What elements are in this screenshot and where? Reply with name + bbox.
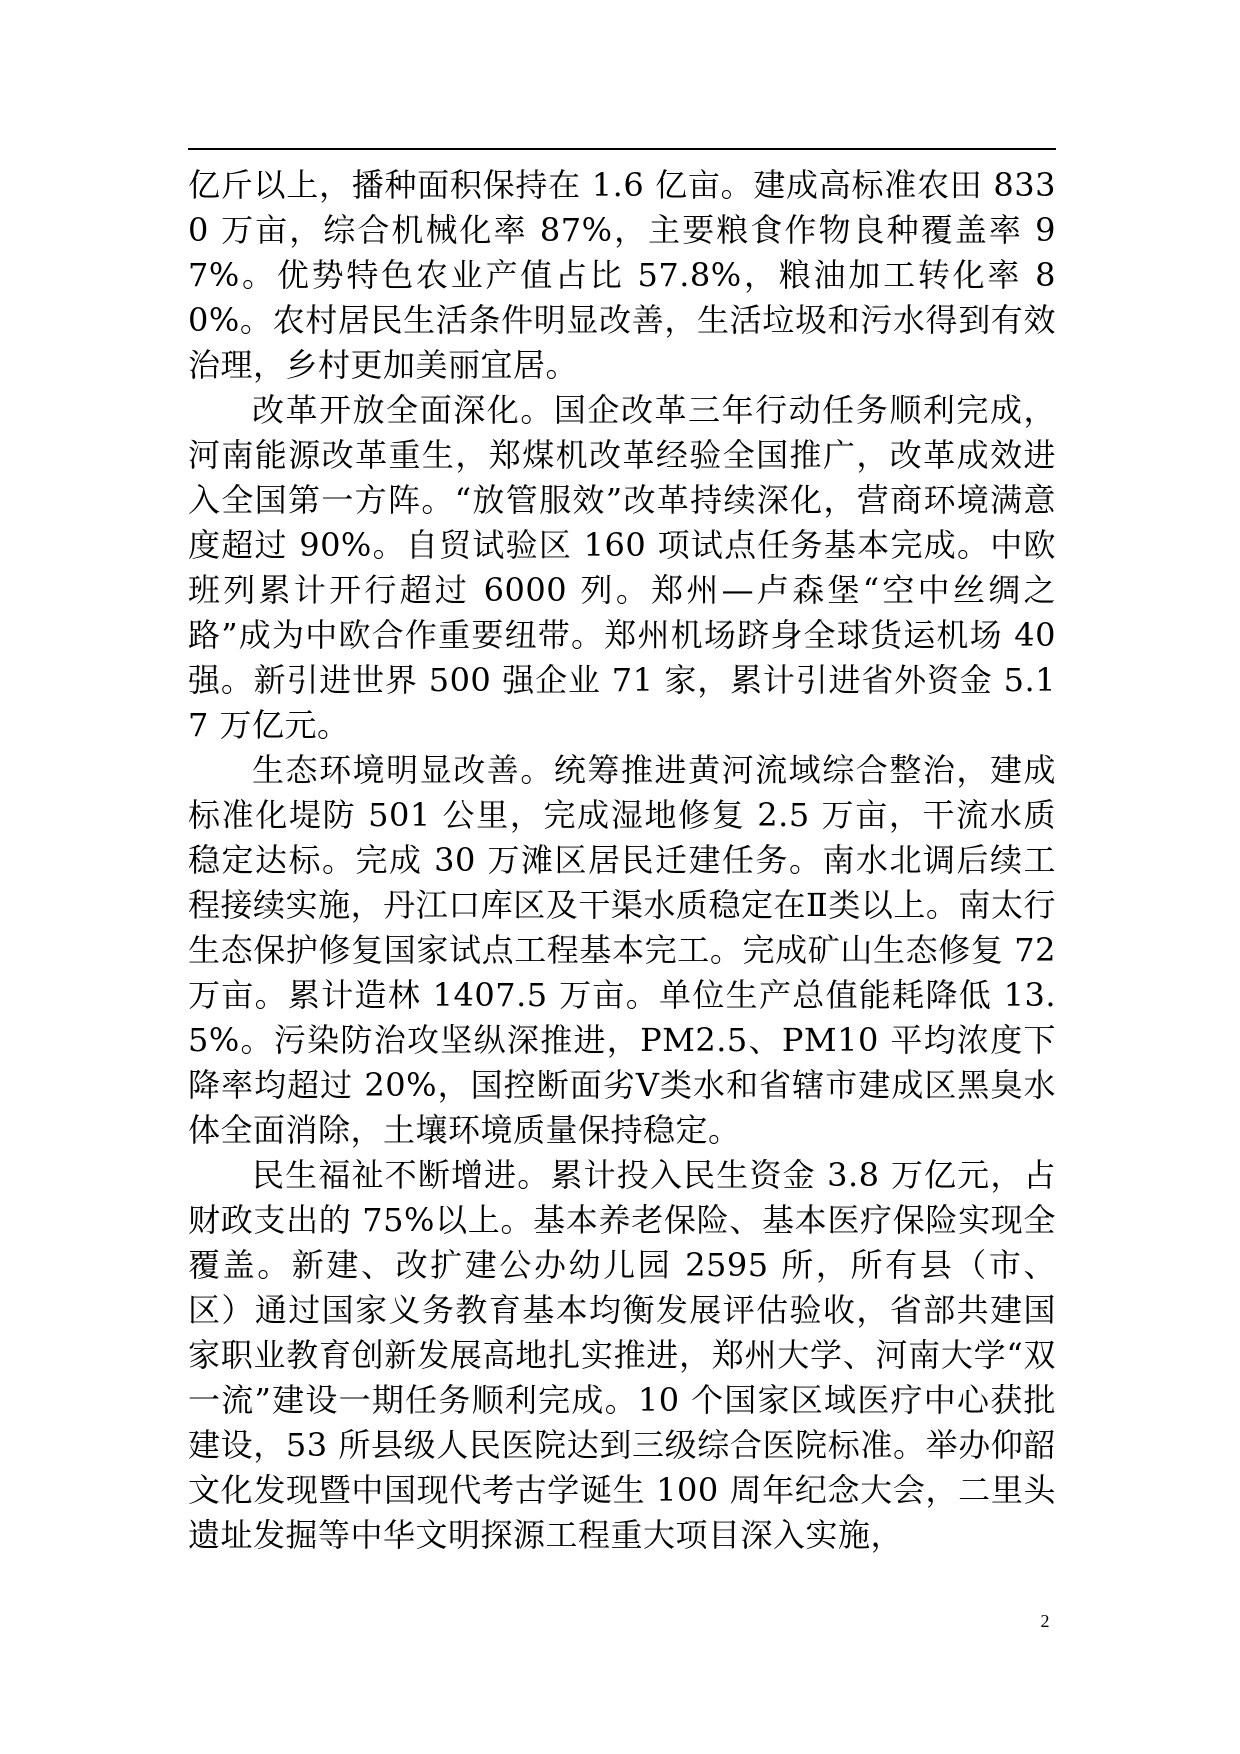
- paragraph-livelihood: 民生福祉不断增进。累计投入民生资金 3.8 万亿元，占财政支出的 75%以上。基本养老保险、基本医疗保险实现全覆盖。新建、改扩建公办幼儿园 2595 所，所有县（市、区）通过国家义务教育基本均衡发展评估验收，省部共建国家职业教育创新发展高地扎实推进，郑州大学、河南大学“双一流”建设一期任务顺利完成。10 个国家区域医疗中心获批建设，53 所县级人民医院达到三级综合医院标准。举办仰韶文化发现暨中国现代考古学诞生 100 周年纪念大会，二里头遗址发掘等中华文明探源工程重大项目深入实施，: [188, 1156, 1056, 1554]
- paragraph-agriculture-continued: 亿斤以上，播种面积保持在 1.6 亿亩。建成高标准农田 8330 万亩，综合机械化率 87%，主要粮食作物良种覆盖率 97%。优势特色农业产值占比 57.8%，粮油加工转化率 80%。农村居民生活条件明显改善，生活垃圾和污水得到有效治理，乡村更加美丽宜居。: [188, 166, 1056, 384]
- header-rule: [188, 148, 1056, 150]
- paragraph-ecology: 生态环境明显改善。统筹推进黄河流域综合整治，建成标准化堤防 501 公里，完成湿地修复 2.5 万亩，干流水质稳定达标。完成 30 万滩区居民迁建任务。南水北调后续工程接续实施，丹江口库区及干渠水质稳定在Ⅱ类以上。南太行生态保护修复国家试点工程基本完工。完成矿山生态修复 72 万亩。累计造林 1407.5 万亩。单位生产总值能耗降低 13.5%。污染防治攻坚纵深推进，PM2.5、PM10 平均浓度下降率均超过 20%，国控断面劣Ⅴ类水和省辖市建成区黑臭水体全面消除，土壤环境质量保持稳定。: [188, 751, 1056, 1149]
- paragraph-reform-opening: 改革开放全面深化。国企改革三年行动任务顺利完成，河南能源改革重生，郑煤机改革经验全国推广，改革成效进入全国第一方阵。“放管服效”改革持续深化，营商环境满意度超过 90%。自贸试验区 160 项试点任务基本完成。中欧班列累计开行超过 6000 列。郑州—卢森堡“空中丝绸之路”成为中欧合作重要纽带。郑州机场跻身全球货运机场 40 强。新引进世界 500 强企业 71 家，累计引进省外资金 5.17 万亿元。: [188, 391, 1056, 744]
- page-number: 2: [1040, 1611, 1050, 1631]
- body-text: [188, 163, 1056, 1558]
